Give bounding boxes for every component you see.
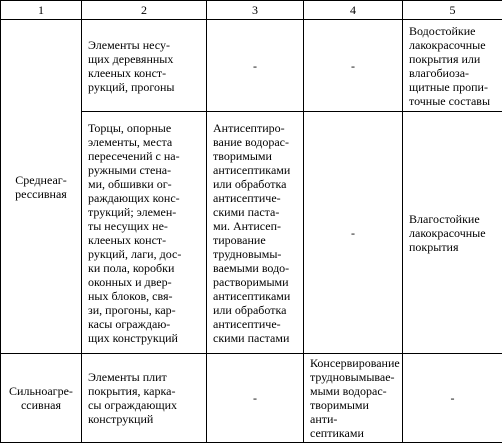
protection-cell-col5: - xyxy=(403,354,502,443)
element-cell: Элементы несу- щих деревянных клееных конст- рукций, прогоны xyxy=(82,20,207,112)
table-row xyxy=(1,20,502,112)
header-row xyxy=(1,1,502,20)
element-cell: Торцы, опорные элементы, места пересечений с на- ружными стена- ми, обшивки ог- раждающих конс- трукций; элемен- ты несущих не- клееных конст- рукций, лаги, дос- ки пола, коробки оконных и двер- ных блоков, свя- зи, прогоны, кар- касы ограждаю- щих конструкций xyxy=(82,112,207,354)
header-col-2: 2 xyxy=(82,1,207,20)
protection-cell-col4: - xyxy=(304,20,403,112)
environment-cell-strong: Сильноагре- ссивная xyxy=(1,354,82,443)
protection-cell-col3: Антисептиро- вание водорас- творимыми антисептиками или обработка антисептиче- скими паста- ми. Антисеп- тирование трудновымы- ваемыми водо- растворимыми антисептиками или обработка антисептиче- скими пастами xyxy=(207,112,304,354)
environment-cell-medium: Среднеаг- рессивная xyxy=(1,20,82,354)
protection-cell-col3: - xyxy=(207,354,304,443)
protection-cell-col4: Консервирование трудновымывае- мыми водорас- творимыми анти- септиками xyxy=(304,354,403,443)
header-col-5: 5 xyxy=(403,1,502,20)
protection-cell-col5: Влагостойкие лакокрасочные покрытия xyxy=(403,112,502,354)
protection-cell-col3: - xyxy=(207,20,304,112)
element-cell: Элементы плит покрытия, карка- сы ограждающих конструкций xyxy=(82,354,207,443)
header-col-4: 4 xyxy=(304,1,403,20)
header-col-1: 1 xyxy=(1,1,82,20)
header-col-3: 3 xyxy=(207,1,304,20)
protection-cell-col4: - xyxy=(304,112,403,354)
protection-cell-col5: Водостойкие лакокрасочные покрытия или влагобиоза- щитные пропи- точные составы xyxy=(403,20,502,112)
table-row xyxy=(1,354,502,443)
